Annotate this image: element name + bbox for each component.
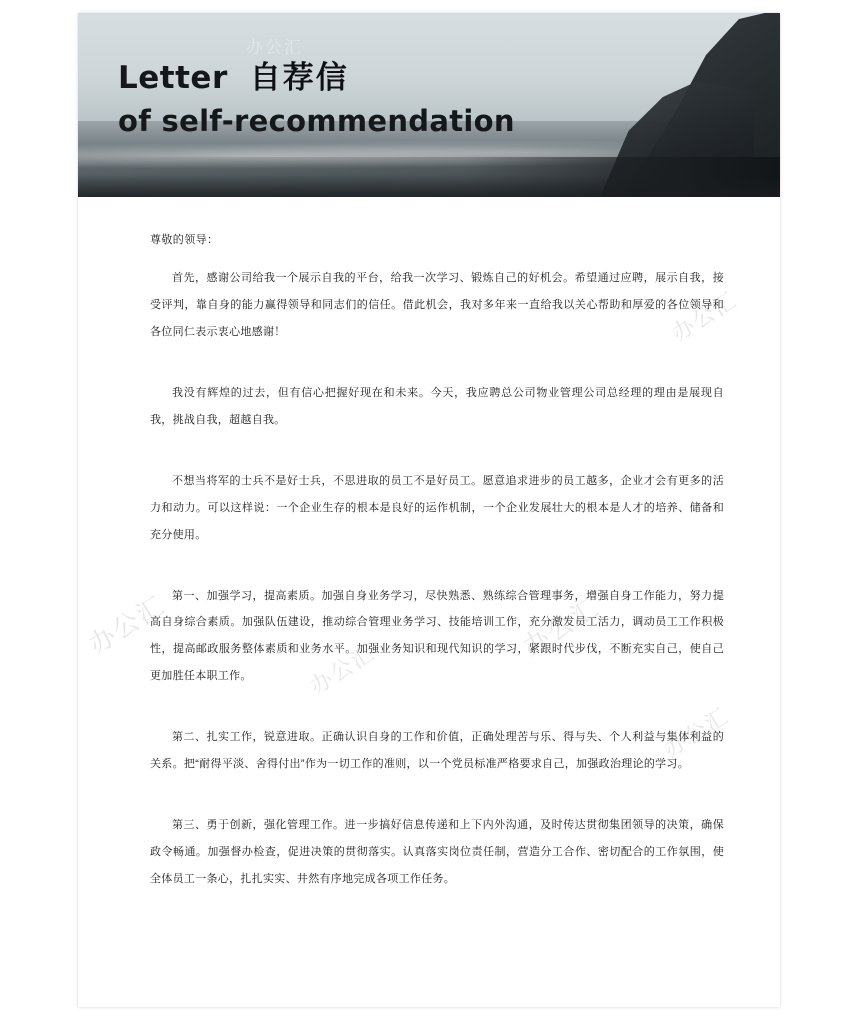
watermark-3: 办公汇 [517,592,605,663]
paragraph-3: 不想当将军的士兵不是好士兵，不思进取的员工不是好员工。愿意追求进步的员工越多，企业才会有更多的活力和动力。可以这样说：一个企业生存的根本是良好的运作机制，一个企业发展壮大的根本是人才的培养、储备和充分使用。 [150,474,724,541]
document-page [78,13,780,1007]
watermark-1: 办公汇 [83,590,171,661]
watermark-2: 办公汇 [305,640,381,700]
hero-watermark: 办公汇 [246,38,303,57]
paragraph-5: 第二、扎实工作，锐意进取。正确认识自身的工作和价值，正确处理苦与乐、得与失、个人利益与集体利益的关系。把“耐得平淡、舍得付出”作为一切工作的准则，以一个党员标准严格要求自己，加强政治理论的学习。 [150,731,724,771]
watermark-5: 办公汇 [659,703,735,763]
title-english-subline: of self-recommendation [118,104,515,139]
paragraph-1: 首先，感谢公司给我一个展示自我的平台，给我一次学习、锻炼自己的好机会。希望通过应聘，展示自我，接受评判，靠自身的能力赢得领导和同志们的信任。借此机会，我对多年来一直给我以关心帮助和厚爱的各位领导和各位同仁表示衷心地感谢！ [150,272,724,338]
paragraph-6: 第三、勇于创新，强化管理工作。进一步搞好信息传递和上下内外沟通，及时传达贯彻集团领导的决策，确保政令畅通。加强督办检查，促进决策的贯彻落实。认真落实岗位责任制，营造分工合作、密切配合的工作氛围，使全体员工一条心，扎扎实实、井然有序地完成各项工作任务。 [150,819,724,885]
title-english-letter: Letter [118,60,228,96]
page-title [118,61,718,138]
paragraph-4: 第一、加强学习，提高素质。加强自身业务学习，尽快熟悉、熟练综合管理事务，增强自身工作能力，努力提高自身综合素质。加强队伍建设，推动综合管理业务学习、技能培训工作，充分激发员工活力，调动员工工作积极性，提高邮政服务整体素质和业务水平。加强业务知识和现代知识的学习，紧跟时代步伐，不断充实自己，使自己更加胜任本职工作。 [150,589,724,683]
paragraph-2: 我没有辉煌的过去，但有信心把握好现在和未来。今天，我应聘总公司物业管理公司总经理的理由是展现自我，挑战自我，超越自我。 [150,386,724,426]
hero-bottom-gradient [78,175,780,197]
watermark-4: 办公汇 [667,287,743,347]
salutation: 尊敬的领导： [150,234,219,246]
title-chinese: 自荐信 [249,60,349,95]
hero-banner [78,13,780,197]
title-line-one [118,61,718,95]
document-body [78,197,780,893]
